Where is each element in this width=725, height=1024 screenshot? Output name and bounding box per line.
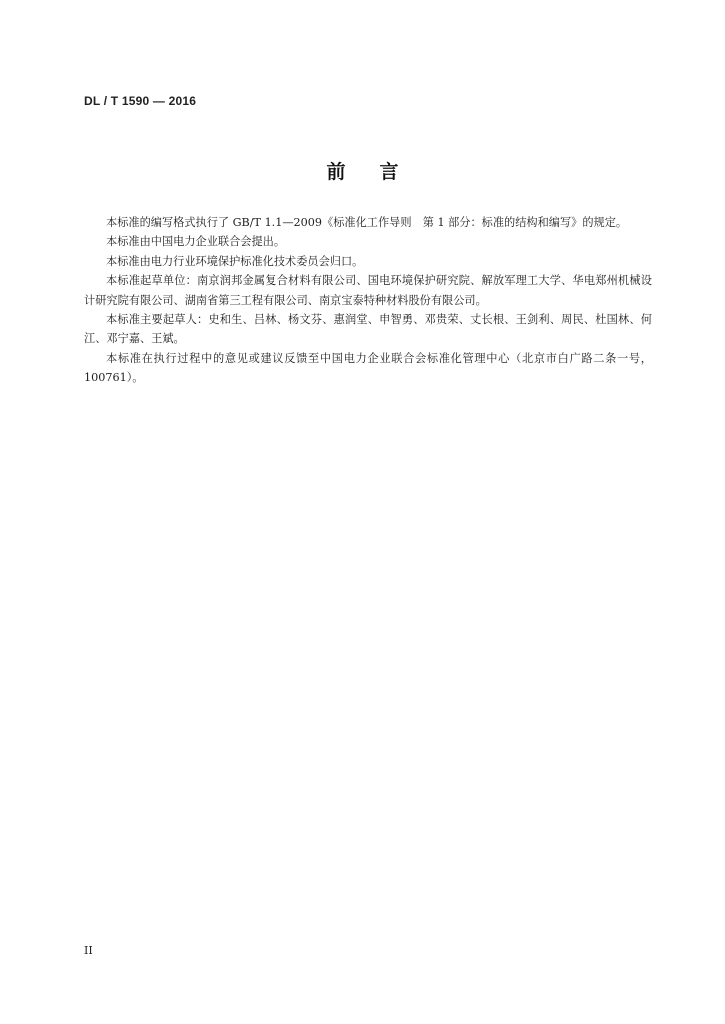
paragraph-format: 本标准的编写格式执行了 GB/T 1.1—2009《标准化工作导则 第 1 部分：标准的结构和编写》的规定。 bbox=[106, 216, 628, 229]
paragraph-drafting-units: 本标准起草单位：南京润邦金属复合材料有限公司、国电环境保护研究院、解放军理工大学、华电郑州机械设计研究院有限公司、湖南省第三工程有限公司、南京宝泰特种材料股份有限公司。 bbox=[84, 274, 652, 307]
foreword-body bbox=[84, 213, 652, 388]
paragraph-drafters: 本标准主要起草人：史和生、吕林、杨文芬、惠润堂、申智勇、邓贵荣、丈长根、王剑利、周民、杜国林、何江、邓宁嘉、王斌。 bbox=[84, 313, 652, 346]
paragraph-feedback: 本标准在执行过程中的意见或建议反馈至中国电力企业联合会标准化管理中心（北京市白广路二条一号，100761）。 bbox=[84, 351, 652, 385]
page-title: 前言 bbox=[326, 161, 433, 183]
page-number: II bbox=[84, 944, 93, 957]
paragraph-proposer: 本标准由中国电力企业联合会提出。 bbox=[106, 235, 286, 249]
paragraph-committee: 本标准由电力行业环境保护标准化技术委员会归口。 bbox=[106, 254, 364, 268]
standard-code: DL / T 1590 — 2016 bbox=[84, 94, 197, 108]
